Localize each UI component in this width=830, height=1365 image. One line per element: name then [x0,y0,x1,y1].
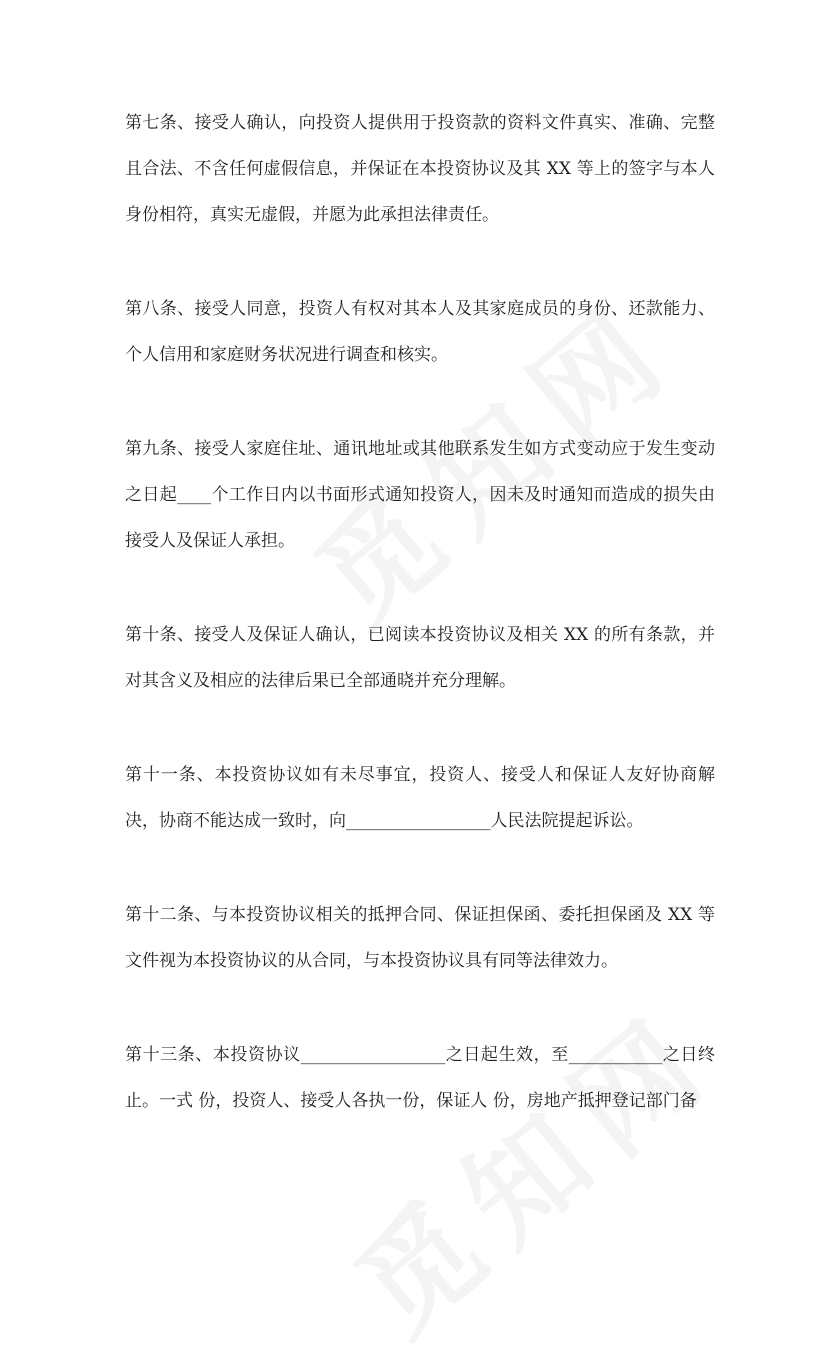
clause-13: 第十三条、本投资协议_________________之日起生效，至___________之日终止。一式 份，投资人、接受人各执一份，保证人 份，房地产抵押登记部门备 [125,1045,715,1111]
document-body [125,100,715,1124]
clause-12: 第十二条、与本投资协议相关的抵押合同、保证担保函、委托担保函及 XX 等文件视为本投资协议的从合同，与本投资协议具有同等法律效力。 [125,905,715,971]
clause-11: 第十一条、本投资协议如有未尽事宜，投资人、接受人和保证人友好协商解决，协商不能达成一致时，向_________________人民法院提起诉讼。 [125,765,715,831]
clause-8: 第八条、接受人同意，投资人有权对其本人及其家庭成员的身份、还款能力、个人信用和家庭财务状况进行调查和核实。 [125,299,715,365]
clause-9: 第九条、接受人家庭住址、通讯地址或其他联系发生如方式变动应于发生变动之日起____个工作日内以书面形式通知投资人，因未及时通知而造成的损失由接受人及保证人承担。 [125,439,715,551]
clause-10: 第十条、接受人及保证人确认，已阅读本投资协议及相关 XX 的所有条款，并对其含义及相应的法律后果已全部通晓并充分理解。 [125,625,715,691]
clause-7: 第七条、接受人确认，向投资人提供用于投资款的资料文件真实、准确、完整且合法、不含任何虚假信息，并保证在本投资协议及其 XX 等上的签字与本人身份相符，真实无虚假，并愿为此承担法律责任。 [125,113,715,225]
